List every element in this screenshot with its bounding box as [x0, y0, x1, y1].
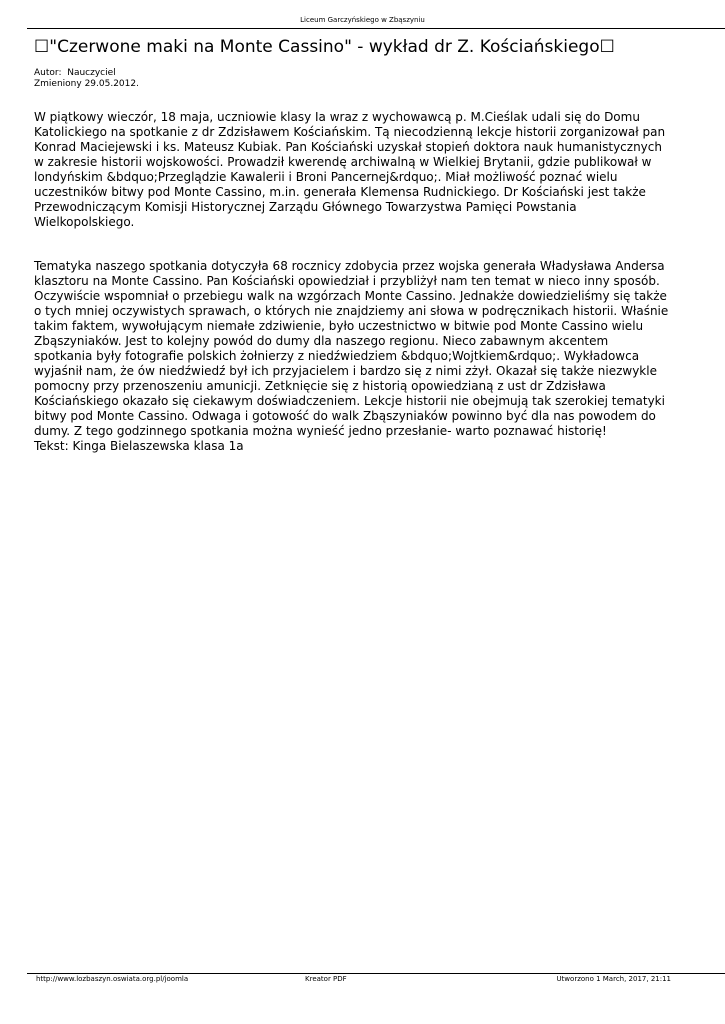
missing-glyph-box-right: ☐: [599, 37, 615, 57]
article-meta: [34, 68, 139, 90]
missing-glyph-box-left: ☐: [34, 37, 50, 57]
footer-url: http://www.lozbaszyn.oswiata.org.pl/joomla: [36, 975, 189, 983]
article-title-text: "Czerwone maki na Monte Cassino" - wykład dr Z. Kościańskiego: [49, 37, 600, 57]
header-divider: [27, 28, 725, 29]
footer-divider: [27, 973, 725, 974]
footer-generator: Kreator PDF: [305, 975, 347, 983]
paragraph-2: Tematyka naszego spotkania dotyczyła 68 rocznicy zdobycia przez wojska generała Władysława Andersa klasztoru na Monte Cassino. Pan Kościański opowiedział i przybliżył nam ten temat w nieco inny sposób. Oczywiście wspomniał o przebiegu walk na wzgórzach Monte Cassino. Jednakże dowiedzieliśmy się także o tych mniej oczywistych sprawach, o których nie znajdziemy ani słowa w podręcznikach historii. Właśnie takim faktem, wywołującym niemałe zdziwienie, było uczestnictwo w bitwie pod Monte Cassino wielu Zbąszyniaków. Jest to kolejny powód do dumy dla naszego regionu. Nieco zabawnym akcentem spotkania były fotografie polskich żołnierzy z niedźwiedziem &bdquo;Wojtkiem&rdquo;. Wykładowca wyjaśnił nam, że ów niedźwiedź był ich przyjacielem i bardzo się z nimi zżył. Okazał się także niezwykle pomocny przy przenoszeniu amunicji. Zetknięcie się z historią opowiedzianą z ust dr Zdzisława Kościańskiego okazało się ciekawym doświadczeniem. Lekcje historii nie obejmują tak szerokiej tematyki bitwy pod Monte Cassino. Odwaga i gotowość do walk Zbąszyniaków powinno być dla nas powodem do dumy. Z tego godzinnego spotkania można wynieść jedno przesłanie- warto poznawać historię! Tekst: Kinga Bielaszewska klasa 1a: [34, 259, 669, 453]
article-body: [34, 110, 694, 454]
article-title: [34, 36, 714, 58]
page-footer: [0, 975, 725, 987]
modified-date: Zmieniony 29.05.2012.: [34, 79, 139, 89]
page-header: Liceum Garczyńskiego w Zbąszyniu: [300, 16, 425, 24]
author-line: [34, 68, 139, 79]
paragraph-1: W piątkowy wieczór, 18 maja, uczniowie klasy Ia wraz z wychowawcą p. M.Cieślak udali się do Domu Katolickiego na spotkanie z dr Zdzisławem Kościańskim. Tą niecodzienną lekcje historii zorganizował pan Konrad Maciejewski i ks. Mateusz Kubiak. Pan Kościański uzyskał stopień doktora nauk humanistycznych w zakresie historii wojskowości. Prowadził kwerendę archiwalną w Wielkiej Brytanii, gdzie publikował w londyńskim &bdquo;Przeglądzie Kawalerii i Broni Pancernej&rdquo;. Miał możliwość poznać wielu uczestników bitwy pod Monte Cassino, m.in. generała Klemensa Rudnickiego. Dr Kościański jest także Przewodniczącym Komisji Historycznej Zarządu Głównego Towarzystwa Pamięci Powstania Wielkopolskiego.: [34, 110, 666, 229]
author-name: Nauczyciel: [67, 68, 116, 78]
author-label: Autor:: [34, 68, 62, 78]
footer-created-date: Utworzono 1 March, 2017, 21:11: [556, 975, 671, 983]
